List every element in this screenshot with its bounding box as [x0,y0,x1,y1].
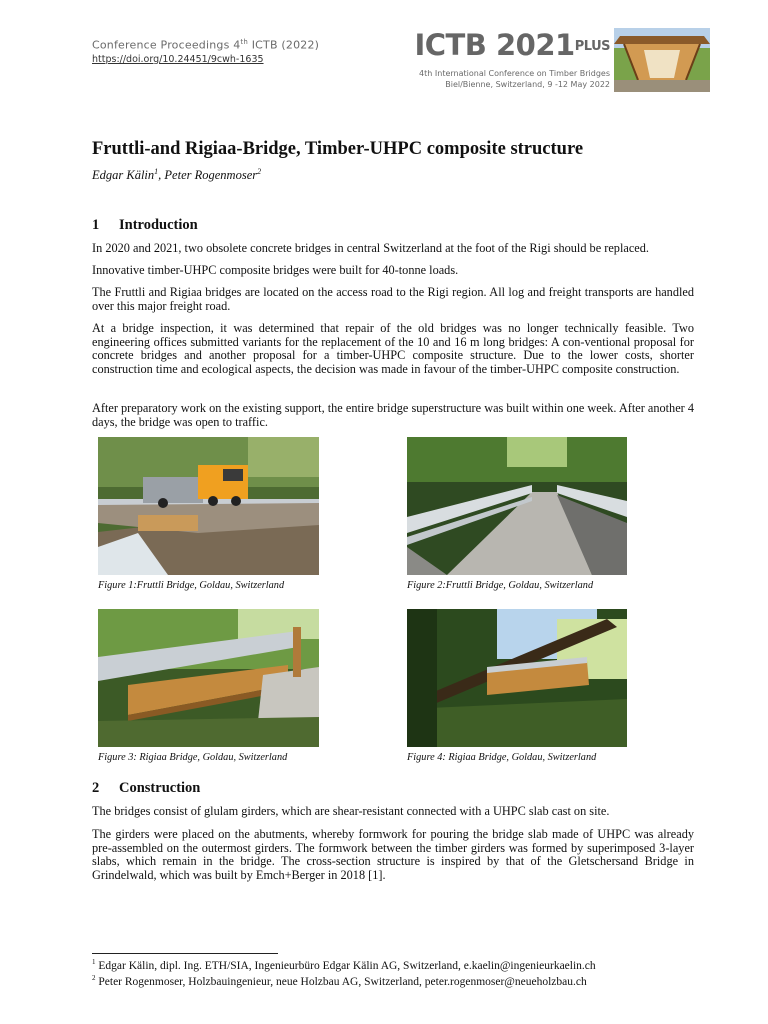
conference-info: 4th International Conference on Timber Bridges Biel/Bienne, Switzerland, 9 -12 May 2022 [419,69,610,89]
figure-3-photo [98,609,319,747]
paragraph: Innovative timber-UHPC composite bridges were built for 40-tonne loads. [92,263,459,277]
figure-1-caption: Figure 1:Fruttli Bridge, Goldau, Switzerland [98,580,285,591]
figure-2-photo [407,437,627,575]
proceedings-header [92,38,319,65]
section-heading-introduction: 1 Introduction [92,217,198,233]
paragraph: In 2020 and 2021, two obsolete concrete bridges in central Switzerland at the foot of the Rigi should be replaced. [92,241,649,255]
footnote-1: $^1$ Edgar Kälin, dipl. Ing. ETH/SIA, Ingenieurbüro Edgar Kälin AG, Switzerland, e.kaelin@ingenieurkaelin.ch [92,958,596,972]
paragraph: After preparatory work on the existing support, the entire bridge superstructure was built within one week. After another 4 days, the bridge was open to traffic. [92,401,694,429]
timber-bridge-logo-photo [614,28,710,92]
proceedings-label: Conference Proceedings 4th ICTB (2022) [92,38,320,52]
section-heading-construction: 2 Construction [92,780,201,796]
conference-logo-block [396,30,610,90]
figure-2-caption: Figure 2:Fruttli Bridge, Goldau, Switzerland [407,580,594,591]
paragraph: The bridges consist of glulam girders, which are shear-resistant connected with a UHPC slab cast on site. [92,804,610,818]
paragraph: The Fruttli and Rigiaa bridges are located on the access road to the Rigi region. All log and freight transports are handled over this major freight road. [92,285,694,313]
figure-4-caption: Figure 4: Rigiaa Bridge, Goldau, Switzerland [407,752,597,763]
paragraph: The girders were placed on the abutments, whereby formwork for pouring the bridge slab made of UHPC was already pre-assembled on the outermost girders. The formwork between the timber girders was formed by superimposed 3-layer slabs, which remain in the bridge. The cross-section structure is inspired by that of the Gletschersand Bridge in Grindelwald, which was built by Emch+Berger in 2018 [1]. [92,827,694,882]
paper-authors: Edgar Kälin$^1$, Peter Rogenmoser$^2$ [92,167,262,183]
paragraph: At a bridge inspection, it was determined that repair of the old bridges was no longer technically feasible. Two engineering offices submitted variants for the replacement of the 10 and 16 m long bridges: A con-ventional proposal for concrete bridges and another proposal for a timber-UHPC composite structure. Due to the lower costs, shorter construction time and ecological aspects, the decision was made in favour of the timber-UHPC composite construction. [92,321,694,376]
footnote-divider [92,953,278,954]
footnote-2: $^2$ Peter Rogenmoser, Holzbauingenieur, neue Holzbau AG, Switzerland, peter.rogenmoser@neueholzbau.ch [92,974,587,988]
conference-logo: ICTB $2021^{PLUS}$ [414,28,610,62]
figure-4-photo [407,609,627,747]
doi-link[interactable]: https://doi.org/10.24451/9cwh-1635 [92,53,264,65]
figure-3-caption: Figure 3: Rigiaa Bridge, Goldau, Switzerland [98,752,288,763]
paper-title: Fruttli-and Rigiaa-Bridge, Timber-UHPC composite structure [92,139,584,159]
figure-1-photo [98,437,319,575]
